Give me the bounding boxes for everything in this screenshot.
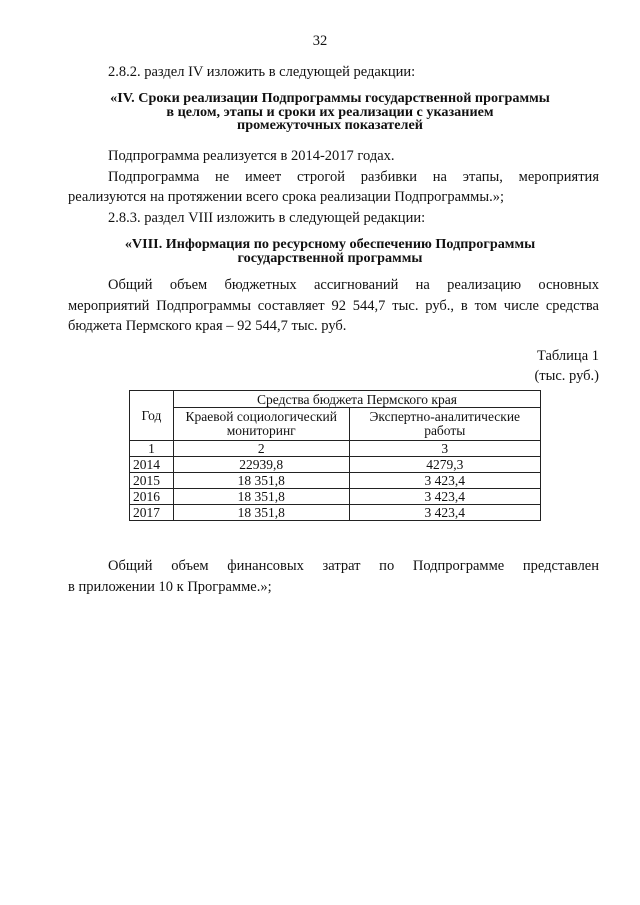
clause-2-8-2: 2.8.2. раздел IV изложить в следующей редакции: (108, 64, 416, 80)
numbering-cell: 3 (349, 441, 540, 457)
paragraph-total-budget-line2: мероприятий Подпрограммы составляет 92 544,7 тыс. руб., в том числе средства (68, 298, 599, 314)
table-header-row (130, 391, 541, 408)
header-monitoring-line: Краевой социологический (185, 409, 337, 424)
table-caption-number: Таблица 1 (536, 348, 599, 364)
table-caption (534, 346, 599, 386)
paragraph-years: Подпрограмма реализуется в 2014-2017 годах. (108, 148, 395, 164)
year-cell: 2016 (130, 489, 174, 505)
numbering-cell: 2 (173, 441, 349, 457)
section-iv-heading-line: «IV. Сроки реализации Подпрограммы государственной программы (110, 90, 550, 105)
header-monitoring (173, 408, 349, 441)
analytics-value: 3 423,4 (349, 505, 540, 521)
year-cell: 2014 (130, 457, 174, 473)
table-row (130, 505, 541, 521)
header-analytics-line: работы (424, 423, 466, 438)
year-cell: 2017 (130, 505, 174, 521)
table-numbering-row (130, 441, 541, 457)
table-row (130, 457, 541, 473)
header-analytics (349, 408, 540, 441)
page-number: 32 (312, 33, 328, 49)
paragraph-final-line2: в приложении 10 к Программе.»; (68, 579, 272, 595)
section-viii-heading-line: государственной программы (237, 249, 423, 265)
clause-2-8-3: 2.8.3. раздел VIII изложить в следующей редакции: (108, 210, 426, 226)
monitoring-value: 22939,8 (173, 457, 349, 473)
monitoring-value: 18 351,8 (173, 473, 349, 489)
year-cell: 2015 (130, 473, 174, 489)
monitoring-value: 18 351,8 (173, 489, 349, 505)
paragraph-total-budget-line3: бюджета Пермского края – 92 544,7 тыс. руб. (68, 318, 347, 334)
section-viii-heading-line: «VIII. Информация по ресурсному обеспечению Подпрограммы (124, 236, 536, 251)
paragraph-no-stages-line2: реализуются на протяжении всего срока реализации Подпрограммы.»; (68, 189, 505, 205)
section-viii-heading (57, 237, 603, 264)
section-iv-heading-line: промежуточных показателей (237, 117, 423, 132)
table-row (130, 489, 541, 505)
header-monitoring-line: мониторинг (226, 423, 296, 438)
analytics-value: 4279,3 (349, 457, 540, 473)
header-budget-group: Средства бюджета Пермского края (173, 391, 540, 408)
paragraph-final-line1: Общий объем финансовых затрат по Подпрограмме представлен (108, 558, 599, 574)
budget-table (129, 390, 541, 521)
table-row (130, 473, 541, 489)
table-subheader-row (130, 408, 541, 441)
header-year: Год (130, 391, 174, 441)
numbering-cell: 1 (130, 441, 174, 457)
analytics-value: 3 423,4 (349, 489, 540, 505)
monitoring-value: 18 351,8 (173, 505, 349, 521)
table-caption-units: (тыс. руб.) (534, 368, 599, 384)
paragraph-total-budget-line1: Общий объем бюджетных ассигнований на реализацию основных (108, 277, 599, 293)
section-iv-heading-line: в целом, этапы и сроки их реализации с указанием (166, 103, 494, 119)
analytics-value: 3 423,4 (349, 473, 540, 489)
paragraph-no-stages-line1: Подпрограмма не имеет строгой разбивки на этапы, мероприятия (108, 169, 599, 185)
section-iv-heading (57, 91, 603, 132)
header-analytics-line: Экспертно-аналитические (369, 409, 521, 424)
